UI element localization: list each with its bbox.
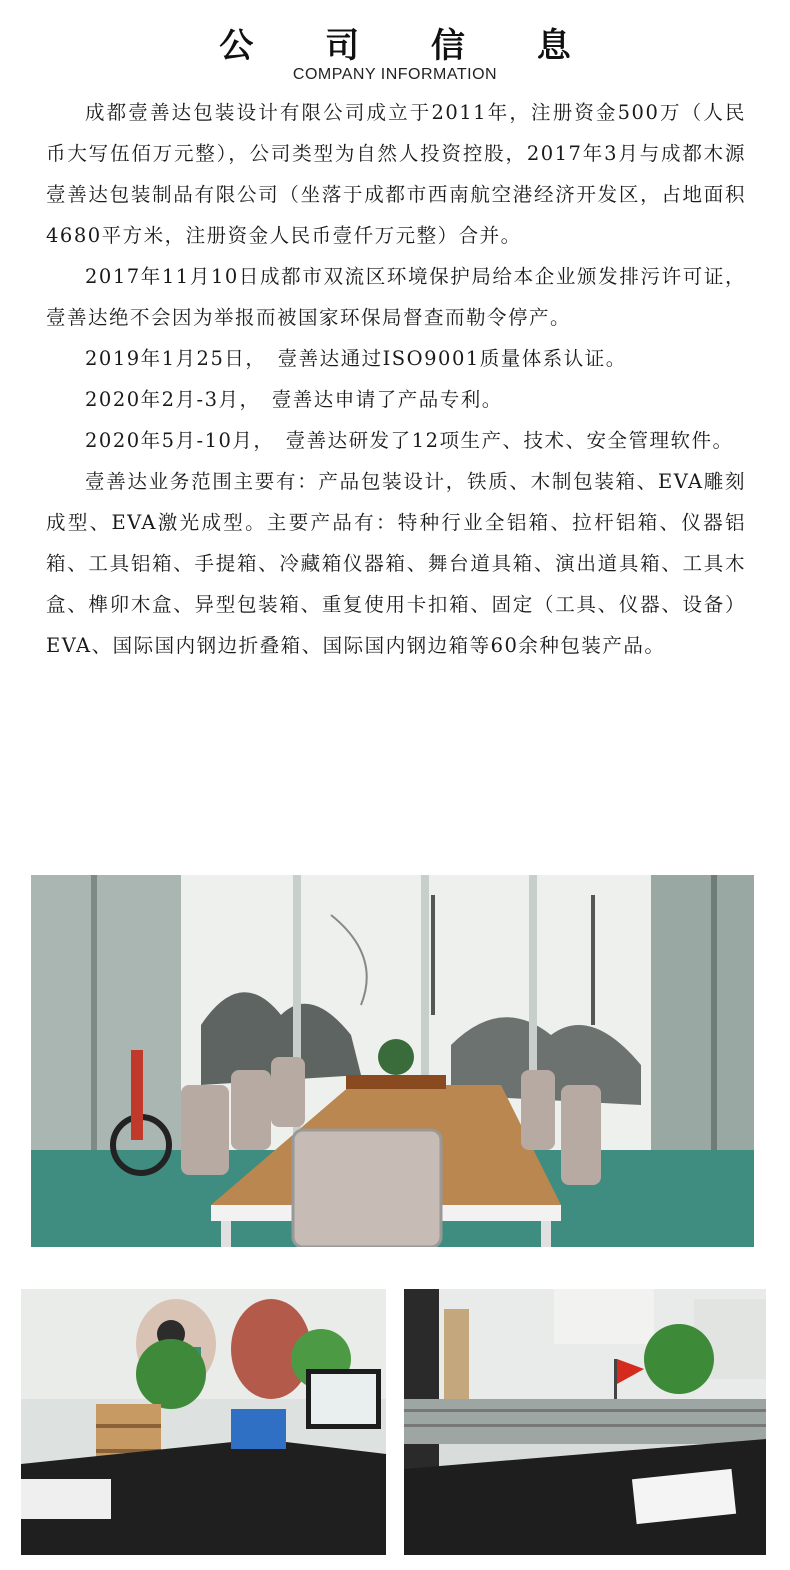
paragraph-iso: 2019年1月25日， 壹善达通过ISO9001质量体系认证。 (85, 347, 627, 370)
paragraph-permit: 2017年11月10日成都市双流区环境保护局给本企业颁发排污许可证，壹善达绝不会因为举报而被国家环保局督查而勒令停产。 (46, 265, 746, 329)
paragraph-founding: 成都壹善达包装设计有限公司成立于2011年，注册资金500万（人民币大写伍佰万元整），公司类型为自然人投资控股，2017年3月与成都木源壹善达包装制品有限公司（坐落于成都市西南航空港经济开发区，占地面积4680平方米，注册资金人民币壹仟万元整）合并。 (46, 101, 746, 247)
paragraph-patent: 2020年2月-3月， 壹善达申请了产品专利。 (85, 388, 503, 411)
page-subtitle: COMPANY INFORMATION (292, 66, 498, 83)
company-description (46, 92, 746, 666)
paragraph-business-scope: 壹善达业务范围主要有：产品包装设计，铁质、木制包装箱、EVA雕刻成型、EVA激光成型。主要产品有：特种行业全铝箱、拉杆铝箱、仪器铝箱、工具铝箱、手提箱、冷藏箱仪器箱、舞台道具箱、演出道具箱、工具木盒、榫卯木盒、异型包装箱、重复使用卡扣箱、固定（工具、仪器、设备）EVA、国际国内钢边折叠箱、国际国内钢边箱等60余种包装产品。 (46, 470, 746, 657)
paragraph-software: 2020年5月-10月， 壹善达研发了12项生产、技术、安全管理软件。 (85, 429, 734, 452)
meeting-room-photo (31, 875, 754, 1247)
page-title: 公 司 信 息 (219, 26, 601, 66)
office-workstation-photo (404, 1289, 766, 1555)
office-desk-photo (21, 1289, 386, 1555)
